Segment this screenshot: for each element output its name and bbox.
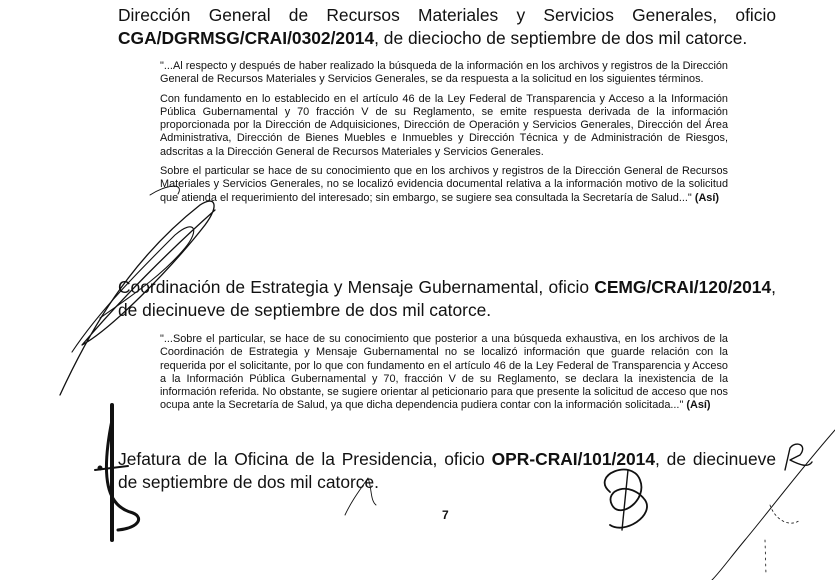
quote-paragraph <box>160 333 728 413</box>
signature-dot <box>98 466 102 470</box>
quote-paragraph-last <box>160 165 728 205</box>
heading-date: , de dieciocho de septiembre de dos mil catorce. <box>374 28 748 48</box>
quote-paragraph: Con fundamento en lo establecido en el artículo 46 de la Ley Federal de Transparencia y Acceso a la Información Pública Gubernamental y 70 fracción V de su Reglamento, se emite respuesta derivada de la información proporcionada por la Dirección de Adquisiciones, Dirección de Operación y Servicios Generales, Dirección del Área Administrativa, Dirección de Bienes Muebles e Inmuebles y Dirección Técnica y de Administración de Riesgos, adscritas a la Dirección General de Recursos Materiales y Servicios Generales. <box>160 92 728 158</box>
quote-text: Sobre el particular se hace de su conocimiento que en los archivos y registros de la Dirección General de Recursos Materiales y Servicios Generales, no se localizó evidencia documental relativa a la información motivo de la solicitud que atienda el requerimiento del interesado; sin embargo, se sugiere sea consultada la Secretaría de Salud..." <box>160 165 728 204</box>
heading-date: , de diecinueve de septiembre de dos mil catorce. <box>118 277 776 320</box>
heading-text: Coordinación de Estrategia y Mensaje Gubernamental, oficio <box>118 277 595 297</box>
quote-tag: (Así) <box>694 191 720 204</box>
section-heading-opr <box>118 448 776 494</box>
heading-text: Dirección General de Recursos Materiales y Servicios Generales, oficio <box>118 5 776 25</box>
quote-block-cemg <box>160 333 728 419</box>
quote-tag: (Así) <box>686 399 711 412</box>
heading-text: Jefatura de la Oficina de la Presidencia, oficio <box>118 449 492 469</box>
signature-stroke <box>765 540 766 575</box>
signature-stroke <box>785 444 812 470</box>
section-heading-dgrmsg <box>118 4 776 50</box>
office-reference: CGA/DGRMSG/CRAI/0302/2014 <box>118 28 375 48</box>
quote-block-dgrmsg <box>160 60 728 211</box>
office-reference: CEMG/CRAI/120/2014 <box>594 277 772 297</box>
quote-text: "...Sobre el particular, se hace de su conocimiento que posterior a una búsqueda exhaustiva, en los archivos de la Coordinación de Estrategia y Mensaje Gubernamental no se localizó información que guarde relación con la requerida por el solicitante, por lo que con fundamento en el artículo 46 de la Ley Federal de Transparencia y Acceso a la Información Pública Gubernamental y 70, fracción V de su Reglamento, se declara la inexistencia de la información referida. No obstante, se sugiere orientar al peticionario para que presente la solicitud de acceso que nos ocupa ante la Secretaría de Salud, ya que dicha dependencia pudiera contar con la información solicitada..." <box>160 333 728 412</box>
heading-date: , de diecinueve de septiembre de dos mil catorce. <box>118 449 776 492</box>
office-reference: OPR-CRAI/101/2014 <box>491 449 656 469</box>
quote-paragraph: "...Al respecto y después de haber realizado la búsqueda de la información en los archivos y registros de la Dirección General de Recursos Materiales y Servicios Generales, se da respuesta a la solicitud en los siguientes términos. <box>160 60 728 86</box>
page-number: 7 <box>442 508 449 522</box>
section-heading-cemg <box>118 276 776 322</box>
signature-stroke <box>770 505 800 523</box>
